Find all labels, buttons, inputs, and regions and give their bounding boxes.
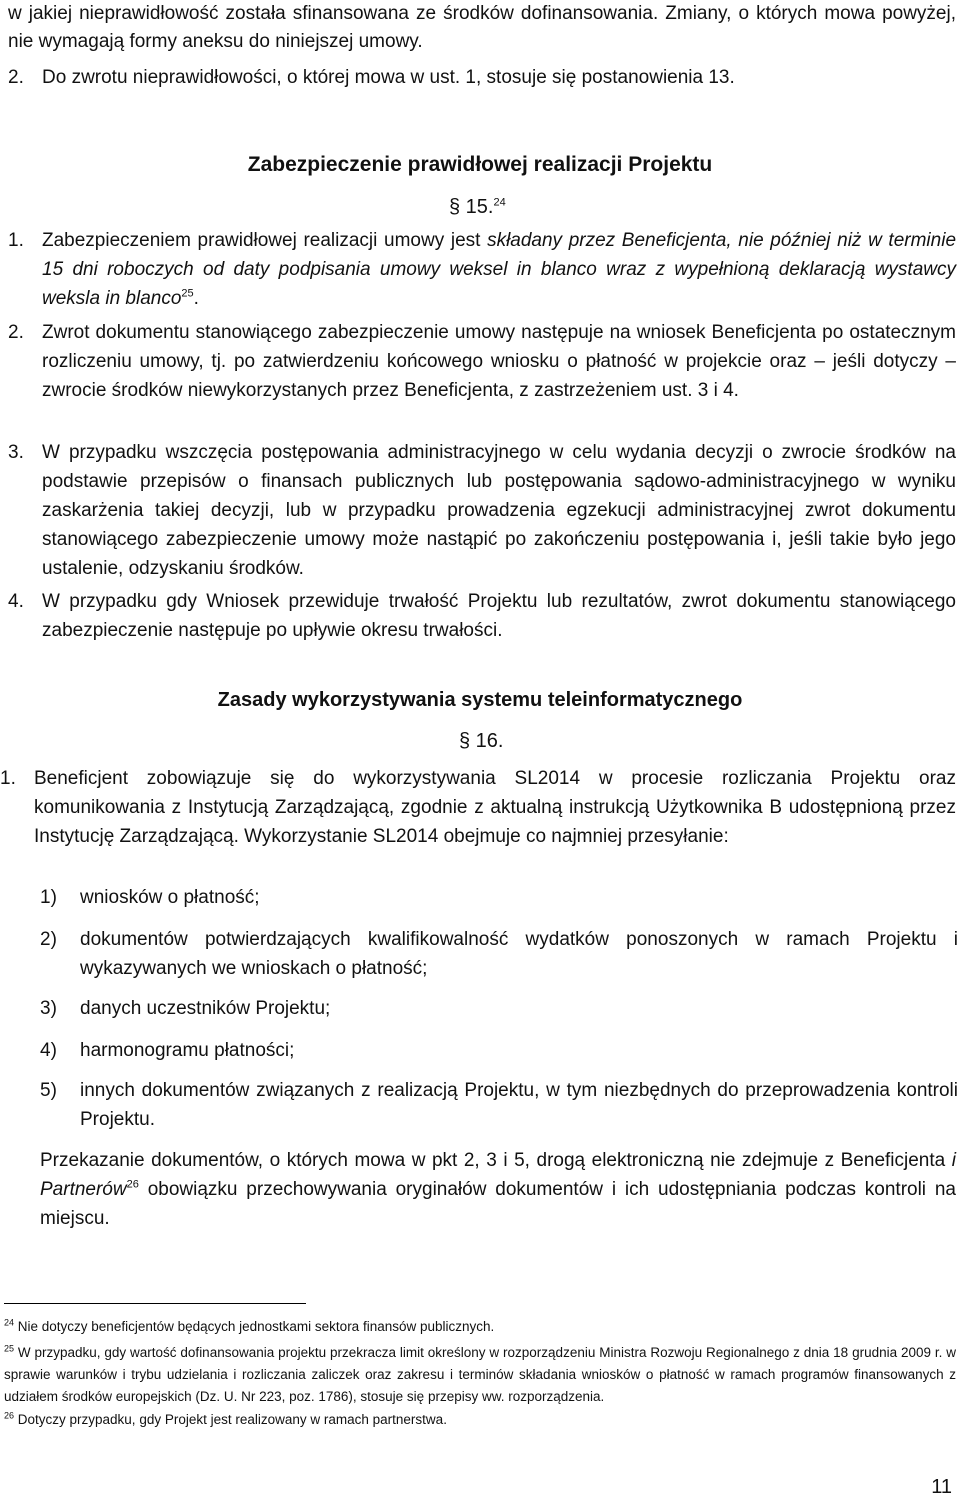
item-text: Zwrot dokumentu stanowiącego zabezpieczenie umowy następuje na wniosek Beneficjenta po ostatecznym rozliczeniu umowy, tj. po zatwierdzeniu końcowego wniosku o płatność w projekcie oraz – jeśli dotyczy – zwrocie środków niewykorzystanych przez Beneficjenta, z zastrzeżeniem ust. 3 i 4.: [42, 322, 956, 401]
footnote-text: W przypadku, gdy wartość dofinansowania projektu przekracza limit określony w rozporządzeniu Ministra Rozwoju Regionalnego z dnia 18 grudnia 2009 r. w sprawie warunków i trybu udzielania i rozliczania zaliczek oraz zakresu i terminów składania wniosków o płatność w ramach programów finansowanych z udziałem środków europejskich (Dz. U. Nr 223, poz. 1786), stosuje się przepisy ww. rozporządzenia.: [4, 1345, 956, 1404]
item-number: 1.: [0, 768, 16, 789]
section16-heading: [0, 686, 960, 715]
subitem-text: dokumentów potwierdzających kwalifikowalność wydatków ponoszonych w ramach Projektu i wykazywanych we wnioskach o płatność;: [80, 929, 958, 979]
item-number: 2.: [8, 322, 24, 343]
subitem-text: wniosków o płatność;: [80, 887, 260, 908]
footnote-ref-24: 24: [493, 196, 506, 209]
footnote-24: [4, 1316, 956, 1338]
subitem-text: danych uczestników Projektu;: [80, 998, 331, 1019]
closing-text-a: Przekazanie dokumentów, o których mowa w pkt 2, 3 i 5, drogą elektroniczną nie zdejmuje z Beneficjenta: [40, 1150, 952, 1171]
item-text: W przypadku wszczęcia postępowania administracyjnego w celu wydania decyzji o zwrocie środków na podstawie przepisów o finansach publicznych lub postępowania sądowo-administracyjnego w wyniku zaskarżenia takiej decyzji, lub w przypadku prowadzenia egzekucji administracyjnej zwrot dokumentu stanowiącego zabezpieczenie umowy może nastąpić po zakończeniu postępowania i, jeśli takie było jego ustalenie, odzyskaniu środków.: [42, 442, 956, 579]
footnote-marker: 26: [4, 1410, 15, 1421]
closing-text-italic: i Partnerów: [40, 1150, 956, 1200]
footnote-text: Dotyczy przypadku, gdy Projekt jest realizowany w ramach partnerstwa.: [14, 1412, 447, 1427]
subitem-number: 3): [40, 998, 57, 1019]
footnote-ref-25: 25: [181, 287, 194, 300]
item-text: Beneficjent zobowiązuje się do wykorzystywania SL2014 w procesie rozliczania Projektu oraz komunikowania z Instytucją Zarządzającą, zgodnie z aktualną instrukcją Użytkownika B udostępnioną przez Instytucję Zarządzającą. Wykorzystanie SL2014 obejmuje co najmniej przesyłanie:: [34, 768, 956, 847]
item-text: Zabezpieczeniem prawidłowej realizacji umowy jest: [42, 230, 488, 251]
subitem-1: [40, 883, 958, 912]
item-text-end: .: [193, 288, 199, 309]
item-text: Do zwrotu nieprawidłowości, o której mowa w ust. 1, stosuje się postanowienia 13.: [42, 67, 735, 88]
subitem-number: 4): [40, 1040, 57, 1061]
item-number: 1.: [8, 230, 24, 251]
section15-mark: [449, 192, 506, 222]
paragraph-sign: §: [449, 196, 461, 218]
item-text: W przypadku gdy Wniosek przewiduje trwałość Projektu lub rezultatów, zwrot dokumentu stanowiącego zabezpieczenie następuje po upływie okresu trwałości.: [42, 591, 956, 641]
subitem-number: 5): [40, 1080, 57, 1101]
footnote-26: [4, 1409, 956, 1431]
section15-heading-text: Zabezpieczenie prawidłowej realizacji Projektu: [247, 153, 713, 176]
subitem-5: [40, 1076, 958, 1134]
subitem-3: [40, 994, 958, 1023]
item-number: 4.: [8, 591, 24, 612]
item-number: 2.: [8, 67, 24, 88]
closing-paragraph: [40, 1146, 956, 1233]
footnote-marker: 24: [4, 1317, 15, 1328]
section16-number: 16.: [470, 730, 504, 752]
subitem-4: [40, 1036, 958, 1065]
closing-text-b: obowiązku przechowywania oryginałów dokumentów i ich udostępniania podczas kontroli na miejscu.: [40, 1179, 956, 1229]
subitem-number: 1): [40, 887, 57, 908]
continuation-paragraph: [8, 0, 956, 56]
subitem-2: [40, 925, 958, 983]
continuation-text: w jakiej nieprawidłowość została sfinansowana ze środków dofinansowania. Zmiany, o których mowa powyżej, nie wymagają formy aneksu do niniejszej umowy.: [8, 3, 956, 52]
subitem-number: 2): [40, 929, 57, 950]
paragraph-sign: §: [459, 730, 471, 752]
section16-mark: [459, 727, 503, 756]
section15-heading: [0, 150, 960, 180]
subitem-text: harmonogramu płatności;: [80, 1040, 295, 1061]
subitem-text: innych dokumentów związanych z realizacją Projektu, w tym niezbędnych do przeprowadzenia kontroli Projektu.: [80, 1080, 958, 1130]
item-text-italic: składany przez Beneficjenta, nie później niż w terminie 15 dni roboczych od daty podpisania umowy weksel in blanco wraz z wypełnioną deklaracją wystawcy weksla in blanco: [42, 230, 957, 309]
section14-item-2: [8, 64, 956, 92]
section15-item-3: [8, 438, 956, 583]
page-number: 11: [931, 1476, 952, 1498]
section15-number: 15.: [460, 196, 494, 218]
footnote-separator: [4, 1303, 306, 1304]
section16-item-1: [0, 764, 956, 851]
footnote-25: [4, 1342, 956, 1408]
section15-item-2: [8, 318, 956, 405]
section16-heading-text: Zasady wykorzystywania systemu teleinformatycznego: [217, 689, 743, 711]
footnote-marker: 25: [4, 1343, 15, 1354]
section15-item-1: [8, 226, 956, 313]
section15-item-4: [8, 587, 956, 645]
item-number: 3.: [8, 442, 24, 463]
footnote-ref-26: 26: [126, 1178, 139, 1191]
footnote-text: Nie dotyczy beneficjentów będących jednostkami sektora finansów publicznych.: [14, 1319, 495, 1334]
